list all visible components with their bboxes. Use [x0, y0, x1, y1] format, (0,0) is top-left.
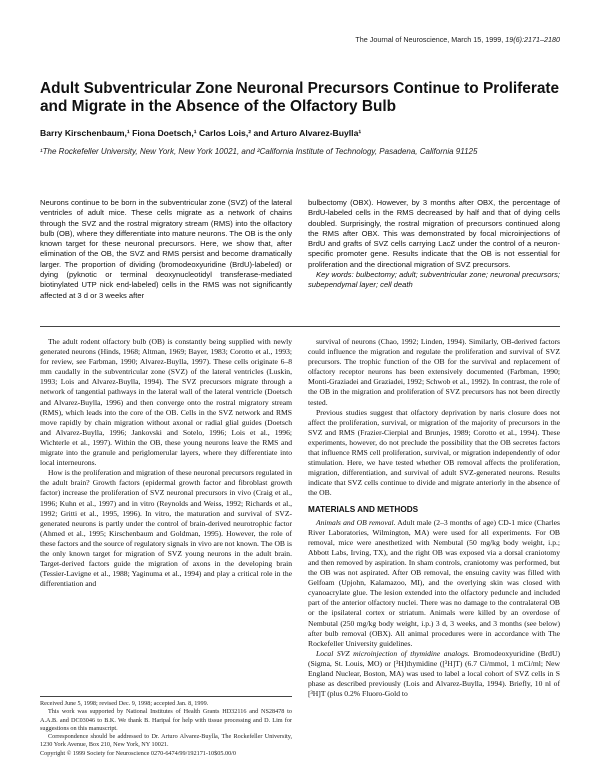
- running-head-journal: The Journal of Neuroscience, March 15, 1999,: [355, 35, 504, 44]
- methods-text-2: Bromodeoxyuridine (BrdU) (Sigma, St. Louis, MO) or [³H]thymidine ([³H]T) (6.7 Ci/mmol, 1 mCi/ml; New England Nuclear, Boston, MA) was used to label a local cohort of SVZ cells in S phase as described previously (Lois and Alvarez-Buylla, 1994). Briefly, 10 nl of [³H]T (plus 0.2% Fluoro-Gold to: [308, 648, 560, 699]
- methods-heading: MATERIALS AND METHODS: [308, 504, 419, 514]
- footnote-received: Received June 5, 1998; revised Dec. 9, 1998; accepted Jan. 8, 1999.: [40, 700, 209, 707]
- methods-paragraph-2: [308, 649, 560, 699]
- footnote-copyright: Copyright © 1999 Society for Neuroscience 0270-6474/99/192171-10$05.00/0: [40, 749, 236, 757]
- keywords: Key words: bulbectomy; adult; subventricular zone; neuronal precursors; subependymal layer; cell death: [308, 270, 560, 290]
- body-left-column: [40, 337, 292, 589]
- abstract-right-text: bulbectomy (OBX). However, by 3 months after OBX, the percentage of BrdU-labeled cells in the RMS decreased by half and that of dying cells doubled. Surprisingly, the rostral migration of precursors continued along the RMS after OBX. This was demonstrated by focal microinjections of BrdU and grafts of SVZ cells carrying LacZ under the control of a neuron-specific promoter gene. Results indicate that the OB is not essential for proliferation and the directional migration of SVZ precursors.: [308, 198, 560, 269]
- author-list: Barry Kirschenbaum,¹ Fiona Doetsch,¹ Carlos Lois,² and Arturo Alvarez-Buylla¹: [40, 128, 362, 138]
- methods-text-1: Adult male (2–3 months of age) CD-1 mice (Charles River Laboratories, Wilmington, MA) were used for all experiments. For OB removal, mice were anesthetized with Nembutal (50 mg/kg body weight, i.p.; Abbott Labs, Irving, TX), and the right OB was exposed via a dorsal craniotomy and then removed by aspiration. In sham controls, craniotomy was performed, but the OB was not aspirated. After OB removal, the ensuing cavity was filled with Gelfoam (Upjohn, Kalamazoo, MI), and the overlying skin was closed with cyanoacrylate glue. The lesion extended into the olfactory peduncle and included part of the anterior olfactory nuclei. There was no damage to the contralateral OB or the ipsilateral cortex or striatum. Animals were killed by an overdose of Nembutal (250 mg/kg body weight, i.p.) 3 d, 3 weeks, and 3 months (see below) after bulb removal (OBX). All animal procedures were in accordance with The Rockefeller University guidelines.: [308, 517, 560, 648]
- intro-paragraph-2: How is the proliferation and migration of these neuronal precursors regulated in the adult brain? Growth factors (epidermal growth factor and fibroblast growth factor) increase the proliferation of SVZ neuronal precursors in vivo (Craig et al., 1996; Kuhn et al., 1997) and in vitro (Reynolds and Weiss, 1992; Richards et al., 1992; Gritti et al., 1995, 1996). In vitro, the maturation and survival of SVZ-generated neurons is partly under the control of brain-derived neurotrophic factor (Ahmed et al., 1995; Kirschenbaum and Goldman, 1995). However, the role of these factors and the source of regulatory signals in vivo are not known. The OB is the only known target for migration of SVZ young neurons in the adult brain. Target-derived factors guide the migration of axons in the developing brain (Tessier-Lavigne et al., 1988; Yaginuma et al., 1994) and play a critical role in the differentiation and: [40, 468, 292, 589]
- running-head-volume: 19(6):2171–2180: [505, 35, 560, 44]
- intro-paragraph-4: Previous studies suggest that olfactory deprivation by naris closure does not affect the proliferation, survival, or migration of the majority of precursors in the SVZ and RMS (Frazier-Cierpial and Brunjes, 1989; Corotto et al., 1994). These experiments, however, do not preclude the possibility that the OB secretes factors that influence RMS cell proliferation, survival, or migration independently of odor stimulation. Here, we have tested whether OB removal affects the proliferation, migration, differentiation, and survival of adult SVZ-generated neurons. Results indicate that SVZ cells continue to divide and migrate anteriorly in the absence of the OB.: [308, 407, 560, 498]
- footnote-divider: [40, 696, 292, 697]
- methods-subhead-1: Animals and OB removal.: [316, 517, 396, 527]
- abstract-right-column: [308, 198, 560, 298]
- footnote-funding: This work was supported by National Institutes of Health Grants HD32116 and NS28478 to A.A.B. and DC03046 to B.K. We thank B. Haripal for help with tissue processing and D. Lim for suggestions on this manuscript.: [40, 708, 292, 732]
- abstract-divider: [40, 326, 560, 327]
- intro-paragraph-1: The adult rodent olfactory bulb (OB) is constantly being supplied with newly generated neurons (Hinds, 1968; Altman, 1969; Bayer, 1983; Corotto et al., 1993; for review, see Farbman, 1990; Alvarez-Buylla, 1997). These cells originate 6–8 mm caudally in the subventricular zone (SVZ) of the lateral ventricles (Luskin, 1993; Lois and Alvarez-Buylla, 1994). The SVZ precursors migrate through a network of tangential pathways in the lateral wall of the lateral ventricle (Doetsch and Alvarez-Buylla, 1996) and then converge onto the rostral migratory stream (RMS), which leads into the core of the OB. Cells in the SVZ network and RMS move rapidly by chain migration without axonal or radial glial guides (Doetsch and Alvarez-Buylla, 1996; Jankovski and Sotelo, 1996; Lois et al., 1996; Wichterle et al., 1997). Within the OB, these young neurons leave the RMS and migrate into the granule and periglomerular layers, where they differentiate into local interneurons.: [40, 337, 292, 468]
- intro-paragraph-3: survival of neurons (Chao, 1992; Linden, 1994). Similarly, OB-derived factors could influence the migration and regulate the proliferation and survival of SVZ precursors. The trophic function of the OB for the survival and replacement of olfactory receptor neurons has been extensively documented (Farbman, 1990; Monti-Graziadei and Graziadei, 1992; Schwob et al., 1992). In contrast, the role of the OB in the migration and proliferation of SVZ precursors has not been directly tested.: [308, 337, 560, 407]
- running-head: [355, 35, 560, 44]
- abstract-left-column: Neurons continue to be born in the subventricular zone (SVZ) of the lateral ventricles of adult mice. These cells migrate as a network of chains through the SVZ and the rostral migratory stream (RMS) into the olfactory bulb (OB), where they differentiate into mature neurons. The OB is the only known target for these neuronal precursors. Here, we show that, after elimination of the OB, the SVZ and RMS persist and become dramatically larger. The proportion of dividing (bromodeoxyuridine (BrdU)-labeled) or dying (pyknotic or terminal deoxynucleotidyl transferase-mediated biotinylated UTP nick end-labeled) cells in the RMS was not significantly affected at 3 d or 3 weeks after: [40, 198, 292, 300]
- article-title: Adult Subventricular Zone Neuronal Precursors Continue to Proliferate and Migrate in the Absence of the Olfactory Bulb: [40, 80, 560, 115]
- body-right-column: [308, 337, 560, 699]
- footnotes: [40, 700, 292, 758]
- methods-paragraph-1: [308, 518, 560, 649]
- methods-subhead-2: Local SVZ microinjection of thymidine analogs.: [316, 648, 470, 658]
- affiliations: ¹The Rockefeller University, New York, New York 10021, and ²California Institute of Technology, Pasadena, California 91125: [40, 147, 478, 156]
- footnote-correspondence: Correspondence should be addressed to Dr. Arturo Alvarez-Buylla, The Rockefeller University, 1230 York Avenue, Box 210, New York, NY 10021.: [40, 733, 292, 749]
